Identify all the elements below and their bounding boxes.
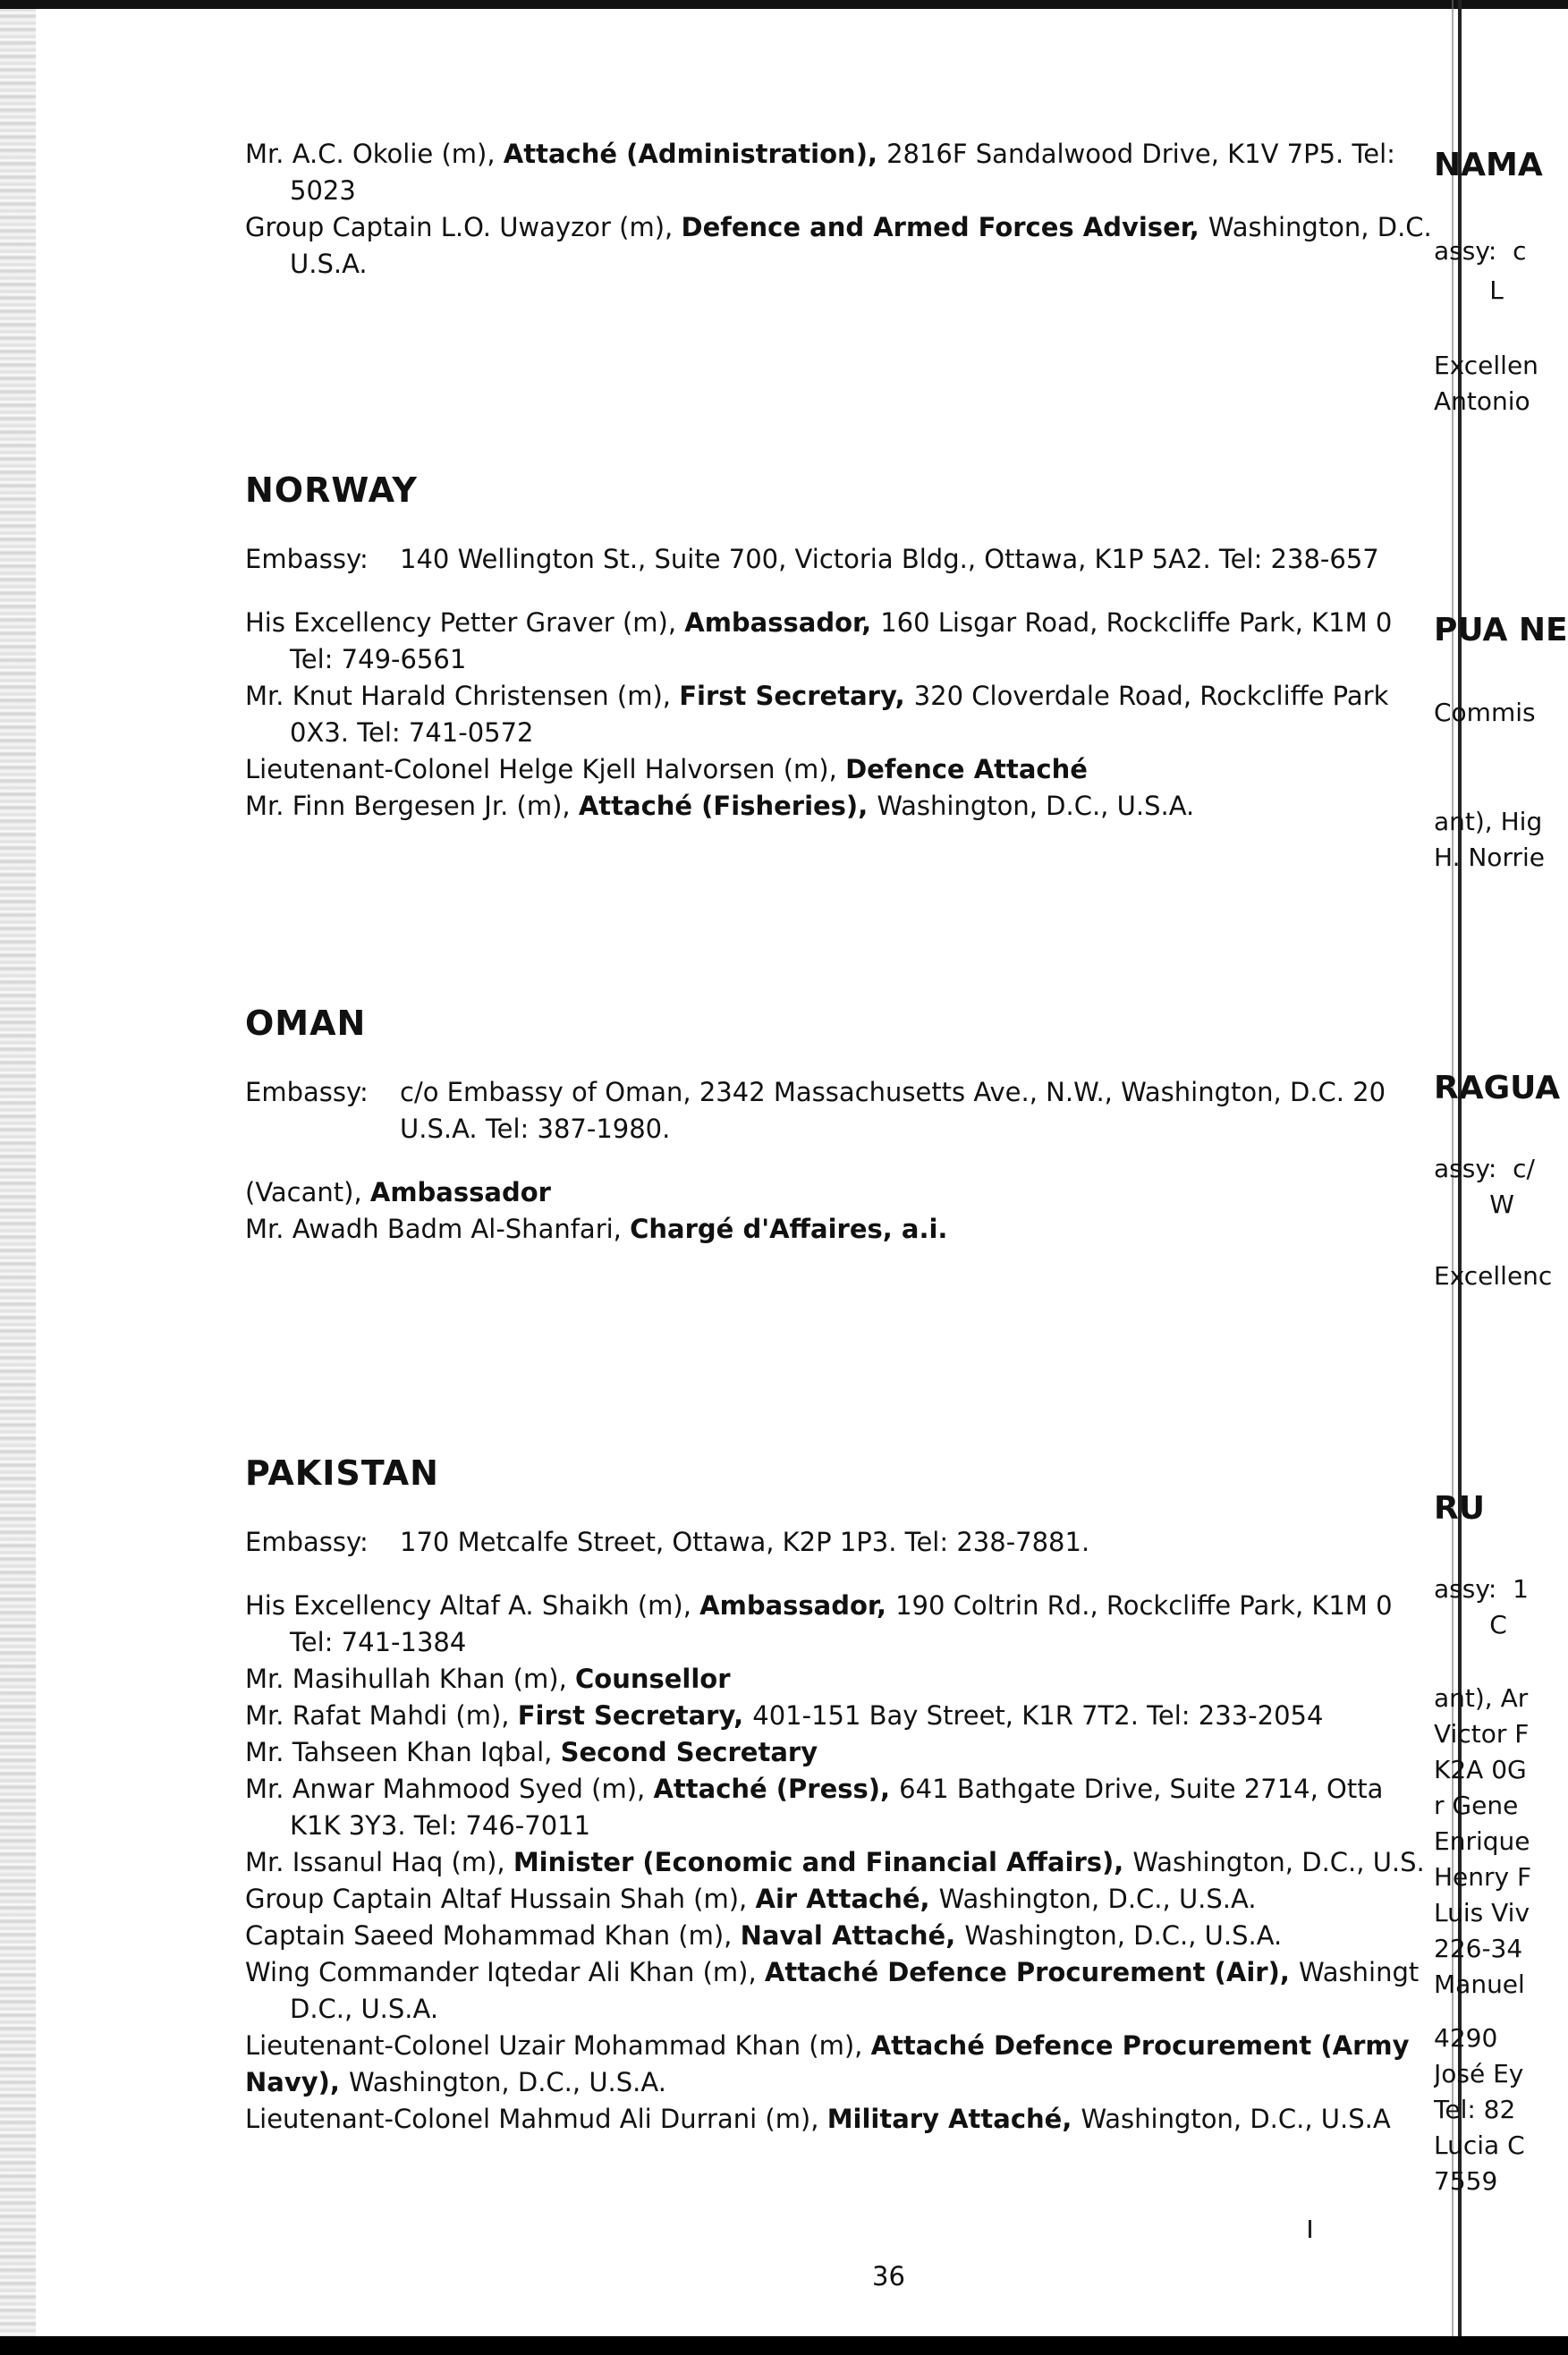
adjacent-page-text: PUA NE (1434, 612, 1568, 648)
embassy-label: Embassy: (245, 544, 369, 574)
stray-mark (1309, 2220, 1311, 2238)
staff-title: Attaché (Fisheries), (578, 791, 877, 821)
staff-entry (245, 1661, 1453, 1698)
adjacent-page-text: Luis Viv (1434, 1898, 1530, 1927)
adjacent-page-text: Tel: 82 (1434, 2095, 1516, 2124)
adjacent-page-text: José Ey (1434, 2059, 1524, 2088)
staff-entry (245, 136, 1453, 209)
embassy-label: Embassy: (245, 1527, 369, 1557)
staff-address-continued: Tel: 741-1384 (290, 1627, 467, 1657)
staff-name: Mr. Tahseen Khan Iqbal, (245, 1737, 561, 1767)
staff-address-continued: U.S.A. (290, 249, 368, 279)
staff-entry (245, 1174, 1453, 1211)
staff-title: First Secretary, (517, 1700, 753, 1731)
staff-entry (245, 2101, 1453, 2138)
adjacent-page-text: Enrique (1434, 1826, 1530, 1856)
staff-address: 2816F Sandalwood Drive, K1V 7P5. Tel: (886, 139, 1395, 169)
staff-list (245, 605, 1453, 825)
section (245, 1453, 1453, 2138)
staff-name: Mr. Finn Bergesen Jr. (m), (245, 791, 579, 821)
adjacent-page-text: Manuel (1434, 1970, 1525, 1999)
adjacent-page-text: assy: c (1434, 236, 1527, 266)
staff-entry (245, 605, 1453, 678)
staff-name: Mr. Awadh Badm Al-Shanfari, (245, 1214, 631, 1244)
staff-title: Attaché (Press), (653, 1774, 900, 1804)
staff-address: 160 Lisgar Road, Rockcliffe Park, K1M 0 (880, 607, 1393, 638)
adjacent-page-text: assy: c/ (1434, 1154, 1535, 1183)
staff-name: Wing Commander Iqtedar Ali Khan (m), (245, 1957, 765, 1987)
adjacent-page-text: 4290 (1434, 2023, 1498, 2053)
staff-title: Attaché Defence Procurement (Air), (764, 1957, 1299, 1987)
adjacent-page-text: Antonio (1434, 386, 1530, 416)
adjacent-page-text: 7559 (1434, 2166, 1498, 2196)
staff-entry (245, 209, 1453, 283)
country-heading: NORWAY (245, 470, 418, 510)
adjacent-page-text: Lucia C (1434, 2131, 1525, 2160)
staff-entry (245, 1918, 1453, 1954)
staff-address: Washington, D.C., U.S.A (1081, 2104, 1391, 2134)
staff-title: Counsellor (575, 1664, 731, 1694)
embassy-address (245, 541, 1453, 578)
adjacent-page-text: assy: 1 (1434, 1574, 1529, 1604)
staff-address-continued: 0X3. Tel: 741-0572 (290, 717, 534, 748)
staff-list (245, 1174, 1453, 1248)
staff-address-continued: D.C., U.S.A. (290, 1994, 439, 2024)
staff-title: Air Attaché, (755, 1884, 939, 1914)
staff-name: His Excellency Altaf A. Shaikh (m), (245, 1590, 700, 1621)
embassy-address (245, 1524, 1453, 1561)
adjacent-page-text: ant), Ar (1434, 1683, 1529, 1713)
staff-list (245, 136, 1453, 283)
staff-address: Washington, D.C. (1208, 212, 1432, 242)
embassy-address-line2 (245, 1111, 1453, 1148)
staff-title: Attaché (Administration), (503, 139, 887, 169)
adjacent-page-text: Commis (1434, 698, 1536, 727)
staff-name: Lieutenant-Colonel Helge Kjell Halvorsen (m), (245, 754, 846, 784)
staff-address: 190 Coltrin Rd., Rockcliffe Park, K1M 0 (895, 1590, 1393, 1621)
adjacent-page-fragment (1434, 0, 1568, 2336)
staff-title: First Secretary, (679, 681, 914, 711)
staff-entry (245, 1698, 1453, 1734)
staff-entry (245, 1771, 1453, 1844)
staff-address: Washington, D.C., U.S.A. (349, 2067, 666, 2097)
staff-list (245, 1588, 1453, 2138)
staff-entry (245, 2064, 1453, 2101)
adjacent-page-text: C (1434, 1610, 1507, 1639)
staff-title: Naval Attaché, (740, 1920, 965, 1951)
staff-address: 401-151 Bay Street, K1R 7T2. Tel: 233-2054 (752, 1700, 1324, 1731)
adjacent-page-text: NAMA (1434, 147, 1543, 183)
scan-shadow-left (0, 0, 36, 2355)
staff-name: Lieutenant-Colonel Uzair Mohammad Khan (m), (245, 2030, 871, 2061)
staff-entry (245, 1588, 1453, 1661)
section (245, 136, 1453, 283)
staff-name: Mr. Masihullah Khan (m), (245, 1664, 575, 1694)
staff-entry (245, 788, 1453, 825)
embassy-text-2: U.S.A. Tel: 387-1980. (400, 1114, 671, 1144)
adjacent-page-text: RU (1434, 1490, 1485, 1527)
adjacent-page-text: Excellenc (1434, 1261, 1553, 1291)
staff-address-continued: Tel: 749-6561 (290, 644, 467, 674)
staff-name: Mr. A.C. Okolie (m), (245, 139, 504, 169)
embassy-label: Embassy: (245, 1077, 369, 1107)
country-heading: PAKISTAN (245, 1453, 439, 1493)
staff-title: Defence and Armed Forces Adviser, (681, 212, 1208, 242)
adjacent-page-text: W (1434, 1190, 1514, 1219)
staff-name: (Vacant), (245, 1177, 370, 1207)
adjacent-page-text: 226-34 (1434, 1934, 1523, 1963)
staff-name: Mr. Knut Harald Christensen (m), (245, 681, 680, 711)
staff-address: Washington, D.C., U.S.A. (877, 791, 1195, 821)
adjacent-page-text: ant), Hig (1434, 807, 1543, 836)
scan-edge-bottom (0, 2336, 1568, 2355)
staff-address: Washington, D.C., U.S.A. (964, 1920, 1283, 1951)
section (245, 1004, 1453, 1248)
staff-title: Military Attaché, (826, 2104, 1081, 2134)
staff-title: Minister (Economic and Financial Affairs), (513, 1847, 1133, 1877)
staff-name: Mr. Anwar Mahmood Syed (m), (245, 1774, 654, 1804)
adjacent-page-text: Excellen (1434, 351, 1538, 380)
adjacent-page-text: Victor F (1434, 1719, 1530, 1749)
staff-title: Ambassador, (684, 607, 881, 638)
staff-address: 320 Cloverdale Road, Rockcliffe Park (913, 681, 1389, 711)
staff-title: Second Secretary (560, 1737, 818, 1767)
staff-address-continued: K1K 3Y3. Tel: 746-7011 (290, 1810, 591, 1841)
staff-address: 641 Bathgate Drive, Suite 2714, Otta (899, 1774, 1384, 1804)
staff-name: Mr. Rafat Mahdi (m), (245, 1700, 518, 1731)
staff-entry (245, 1211, 1453, 1248)
staff-entry (245, 1844, 1453, 1881)
adjacent-page-text: L (1434, 275, 1504, 305)
staff-title: Attaché Defence Procurement (Army (870, 2030, 1410, 2061)
adjacent-page-text: RAGUA (1434, 1070, 1561, 1106)
staff-name: Group Captain L.O. Uwayzor (m), (245, 212, 682, 242)
staff-name: Mr. Issanul Haq (m), (245, 1847, 513, 1877)
staff-address: Washingt (1298, 1957, 1420, 1987)
embassy-text: 140 Wellington St., Suite 700, Victoria Bldg., Ottawa, K1P 5A2. Tel: 238-657 (400, 544, 1379, 574)
scan-edge-top (0, 0, 1568, 9)
staff-title: Navy), (245, 2067, 350, 2097)
staff-name: Group Captain Altaf Hussain Shah (m), (245, 1884, 756, 1914)
adjacent-page-text: r Gene (1434, 1791, 1519, 1820)
staff-name: Captain Saeed Mohammad Khan (m), (245, 1920, 741, 1951)
staff-title: Defence Attaché (845, 754, 1088, 784)
embassy-indent (245, 1111, 400, 1148)
staff-name: Lieutenant-Colonel Mahmud Ali Durrani (m), (245, 2104, 827, 2134)
adjacent-page-text: H. Norrie (1434, 843, 1545, 872)
staff-title: Ambassador, (699, 1590, 896, 1621)
staff-title: Chargé d'Affaires, a.i. (630, 1214, 948, 1244)
directory-content (245, 136, 1453, 2138)
staff-name: His Excellency Petter Graver (m), (245, 607, 685, 638)
embassy-address (245, 1074, 1453, 1111)
staff-entry (245, 1734, 1453, 1771)
staff-address: Washington, D.C., U.S. (1132, 1847, 1425, 1877)
staff-entry (245, 678, 1453, 751)
staff-entry (245, 1881, 1453, 1918)
staff-entry (245, 751, 1453, 788)
section (245, 470, 1453, 825)
page-number: 36 (872, 2261, 905, 2291)
embassy-text: 170 Metcalfe Street, Ottawa, K2P 1P3. Tel: 238-7881. (400, 1527, 1090, 1557)
staff-entry (245, 1954, 1453, 2028)
staff-entry (245, 2028, 1453, 2064)
embassy-text: c/o Embassy of Oman, 2342 Massachusetts Ave., N.W., Washington, D.C. 20 (400, 1077, 1386, 1107)
adjacent-page-text: Henry F (1434, 1862, 1532, 1892)
staff-address-continued: 5023 (290, 175, 356, 206)
adjacent-page-text: K2A 0G (1434, 1755, 1527, 1784)
staff-title: Ambassador (369, 1177, 551, 1207)
staff-address: Washington, D.C., U.S.A. (938, 1884, 1257, 1914)
country-heading: OMAN (245, 1004, 367, 1043)
